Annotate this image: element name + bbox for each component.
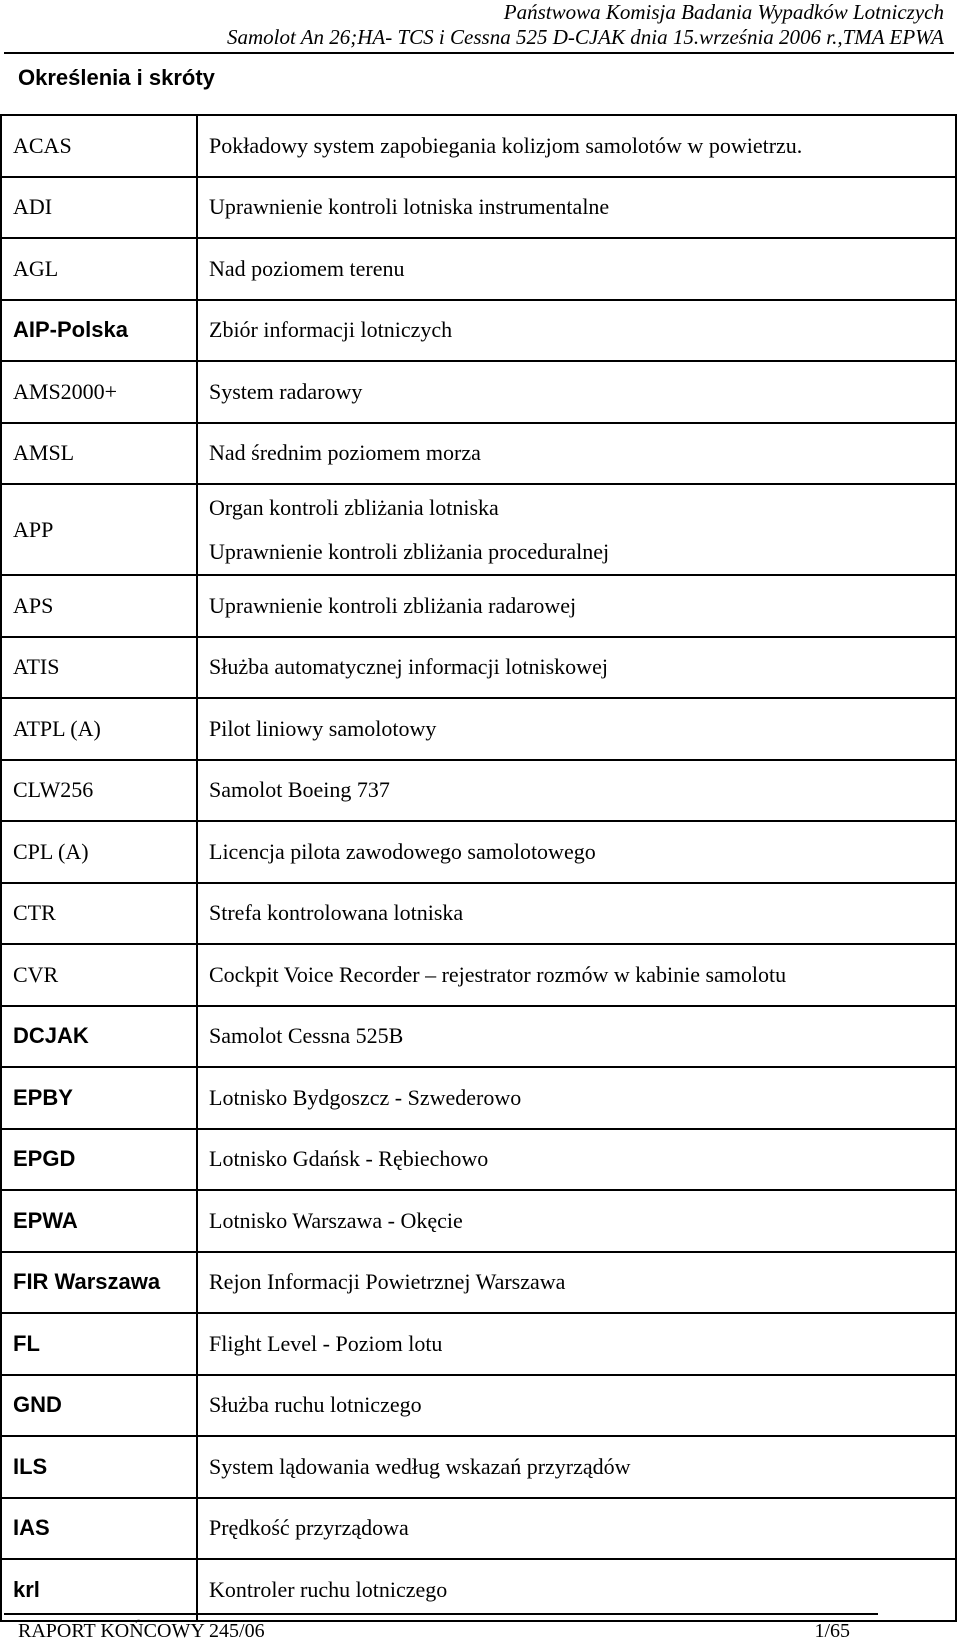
abbreviation-definition [197,238,956,300]
table-row [1,1313,956,1375]
abbreviation-term: CPL (A) [1,821,197,883]
abbreviation-definition [197,698,956,760]
abbreviation-definition [197,1067,956,1129]
abbreviation-definition [197,1006,956,1068]
abbreviation-definition [197,1190,956,1252]
abbreviation-term: DCJAK [1,1006,197,1068]
abbreviation-definition [197,1559,956,1621]
abbreviation-term: FIR Warszawa [1,1252,197,1314]
report-number: RAPORT KOŃCOWY 245/06 [18,1620,265,1642]
abbreviation-term: AMS2000+ [1,361,197,423]
table-row [1,883,956,945]
abbreviation-term: ATIS [1,637,197,699]
page-header [227,0,944,50]
definition-line: Nad średnim poziomem morza [209,440,481,466]
abbreviation-definition [197,575,956,637]
abbreviation-term: GND [1,1375,197,1437]
table-row [1,1559,956,1621]
definition-line: Pokładowy system zapobiegania kolizjom samolotów w powietrzu. [209,132,803,158]
table-row [1,1006,956,1068]
abbreviation-definition [197,1313,956,1375]
abbreviation-term: ILS [1,1436,197,1498]
definition-line: Lotnisko Bydgoszcz - Szwederowo [209,1084,522,1110]
table-row [1,821,956,883]
table-row [1,637,956,699]
table-row [1,361,956,423]
table-row [1,1190,956,1252]
table-row [1,760,956,822]
abbreviations-table [0,114,957,1622]
table-row [1,177,956,239]
abbreviation-term: APP [1,484,197,575]
definition-line: Cockpit Voice Recorder – rejestrator rozmów w kabinie samolotu [209,961,787,987]
table-row [1,484,956,575]
abbreviation-term: CVR [1,944,197,1006]
abbreviation-definition [197,177,956,239]
abbreviation-term: EPGD [1,1129,197,1191]
table-row [1,423,956,485]
definition-line: System radarowy [209,378,363,404]
definition-line: Uprawnienie kontroli zbliżania radarowej [209,592,577,618]
definition-line: Uprawnienie kontroli lotniska instrumentalne [209,194,610,220]
abbreviation-term: FL [1,1313,197,1375]
definition-line: System lądowania według wskazań przyrządów [209,1453,631,1479]
abbreviations-table-body [1,115,956,1621]
abbreviation-definition [197,883,956,945]
footer-divider [4,1613,878,1615]
header-divider [4,52,954,54]
abbreviation-term: ACAS [1,115,197,177]
abbreviation-definition [197,1375,956,1437]
section-title: Określenia i skróty [18,65,215,90]
abbreviation-definition [197,944,956,1006]
header-commission: Państwowa Komisja Badania Wypadków Lotniczych [503,0,944,24]
definition-line: Prędkość przyrządowa [209,1515,409,1541]
abbreviation-term: ATPL (A) [1,698,197,760]
definition-line: Flight Level - Poziom lotu [209,1330,443,1356]
table-row [1,115,956,177]
definition-line: Samolot Cessna 525B [209,1023,404,1049]
page-number: 1/65 [814,1620,850,1642]
abbreviation-term: CTR [1,883,197,945]
definition-line: Licencja pilota zawodowego samolotowego [209,838,596,864]
table-row [1,1129,956,1191]
abbreviation-term: CLW256 [1,760,197,822]
definition-line: Pilot liniowy samolotowy [209,715,437,741]
table-row [1,575,956,637]
abbreviation-definition [197,760,956,822]
table-row [1,1498,956,1560]
definition-line: Strefa kontrolowana lotniska [209,900,464,926]
table-row [1,1067,956,1129]
definition-line: Samolot Boeing 737 [209,777,390,803]
table-row [1,1375,956,1437]
abbreviation-definition [197,484,956,575]
definition-line: Zbiór informacji lotniczych [209,317,453,343]
abbreviation-term: EPWA [1,1190,197,1252]
abbreviation-term: APS [1,575,197,637]
abbreviation-term: EPBY [1,1067,197,1129]
abbreviation-definition [197,1252,956,1314]
abbreviation-definition [197,1436,956,1498]
abbreviation-definition [197,1129,956,1191]
definition-line: Służba ruchu lotniczego [209,1392,422,1418]
definition-line: Uprawnienie kontroli zbliżania proceduralnej [209,538,610,564]
definition-line: Służba automatycznej informacji lotniskowej [209,654,608,680]
abbreviation-definition [197,361,956,423]
definition-line: Kontroler ruchu lotniczego [209,1576,448,1602]
abbreviation-term: IAS [1,1498,197,1560]
table-row [1,300,956,362]
table-row [1,944,956,1006]
abbreviation-term: AIP-Polska [1,300,197,362]
definition-line: Lotnisko Warszawa - Okęcie [209,1207,463,1233]
abbreviation-definition [197,300,956,362]
table-row [1,1252,956,1314]
definition-line: Nad poziomem terenu [209,255,405,281]
table-row [1,1436,956,1498]
abbreviation-definition [197,423,956,485]
abbreviation-term: AGL [1,238,197,300]
abbreviation-term: krl [1,1559,197,1621]
definition-line: Rejon Informacji Powietrznej Warszawa [209,1269,566,1295]
abbreviation-definition [197,1498,956,1560]
definition-line: Organ kontroli zbliżania lotniska [209,494,499,520]
abbreviation-definition [197,115,956,177]
header-case-title: Samolot An 26;HA- TCS i Cessna 525 D-CJAK dnia 15.września 2006 r.,TMA EPWA [226,25,944,49]
abbreviation-term: ADI [1,177,197,239]
table-row [1,698,956,760]
definition-line: Lotnisko Gdańsk - Rębiechowo [209,1146,489,1172]
abbreviation-term: AMSL [1,423,197,485]
abbreviation-definition [197,637,956,699]
table-row [1,238,956,300]
abbreviation-definition [197,821,956,883]
